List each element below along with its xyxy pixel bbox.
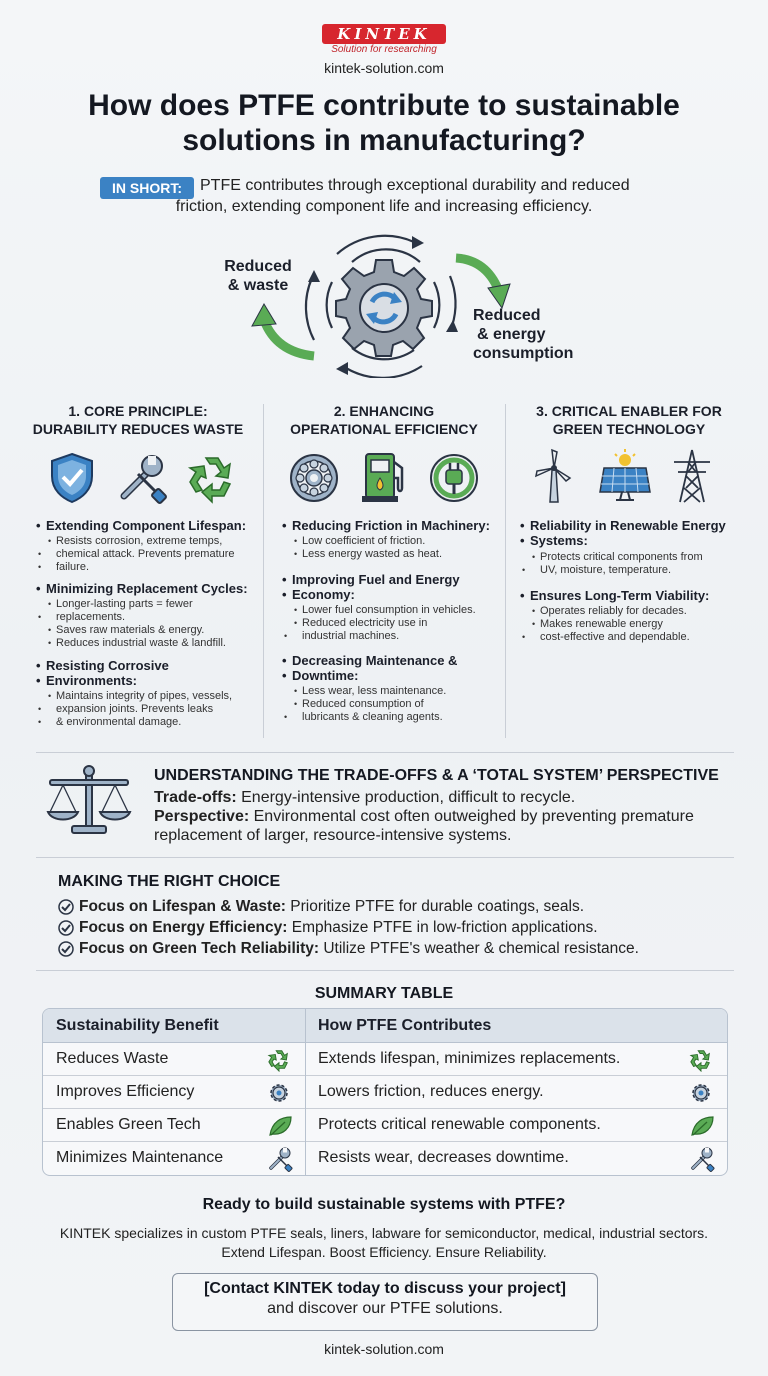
leaf-icon bbox=[267, 1114, 293, 1138]
in-short-badge: IN SHORT: bbox=[100, 177, 194, 199]
summary-table-title: SUMMARY TABLE bbox=[314, 985, 454, 1002]
recycle-icon bbox=[689, 1048, 713, 1072]
kintek-logo[interactable]: KINTEK bbox=[322, 24, 446, 44]
table-header-contribution: How PTFE Contributes bbox=[318, 1017, 492, 1034]
wrench-screwdriver-icon bbox=[267, 1146, 293, 1172]
gear-icon bbox=[267, 1081, 291, 1105]
site-url-top[interactable]: kintek-solution.com bbox=[324, 60, 444, 76]
section-divider bbox=[36, 970, 734, 971]
gear-icon bbox=[689, 1081, 713, 1105]
column-3-content: • Reliability in Renewable Energy • Systems: • Protects critical components from • UV, moisture, temperature. • Ensures Long-Term Viability: • Operates reliably for decades. • Makes renewable energy • cost-effective and dependable. bbox=[530, 518, 750, 644]
section-divider bbox=[36, 752, 734, 753]
column-1-title: 1. CORE PRINCIPLE: DURABILITY REDUCES WASTE bbox=[32, 403, 244, 437]
recycle-icon bbox=[267, 1048, 291, 1072]
power-tower-icon bbox=[670, 448, 714, 504]
tradeoffs-body: Trade-offs: Energy-intensive production, difficult to recycle. Perspective: Environmental cost often outweighed by preventing premature replacement of larger, resource-intensive systems. bbox=[154, 789, 694, 844]
choice-list bbox=[58, 896, 748, 959]
bullet-heading: • Ensures Long-Term Viability: bbox=[530, 588, 750, 603]
bullet-heading: • Reliability in Renewable Energy bbox=[530, 518, 750, 533]
table-row: Reduces Waste Extends lifespan, minimizes replacements. bbox=[43, 1043, 728, 1076]
check-circle-icon bbox=[58, 941, 74, 957]
electric-plug-icon bbox=[428, 452, 480, 504]
bullet-heading: • Reducing Friction in Machinery: bbox=[292, 518, 502, 533]
wind-turbine-icon bbox=[530, 448, 578, 504]
table-row: Improves Efficiency Lowers friction, reduces energy. bbox=[43, 1076, 728, 1109]
column-divider bbox=[505, 404, 506, 738]
column-2-content: • Reducing Friction in Machinery: • Low coefficient of friction. • Less energy wasted as heat. • Improving Fuel and Energy • Economy: • Lower fuel consumption in vehicles. • Reduced electricity use in • industrial machines. • Decreasing Maintenance & • Downtime: • Less wear, less maintenance. • Reduced consumption of • lubricants & cleaning agents. bbox=[292, 518, 502, 724]
check-circle-icon bbox=[58, 920, 74, 936]
wrench-screwdriver-icon bbox=[689, 1146, 715, 1172]
table-header bbox=[43, 1009, 728, 1043]
bullet-heading: • Extending Component Lifespan: bbox=[46, 518, 260, 533]
table-header-benefit: Sustainability Benefit bbox=[56, 1017, 219, 1034]
fuel-pump-icon bbox=[360, 450, 410, 504]
in-short-text-2: friction, extending component life and increasing efficiency. bbox=[175, 198, 593, 215]
choice-item: Focus on Lifespan & Waste: Prioritize PTFE for durable coatings, seals. bbox=[58, 896, 748, 917]
cta-description: KINTEK specializes in custom PTFE seals, liners, labware for semiconductor, medical, industrial sectors. Extend Lifespan. Boost Efficiency. Ensure Reliability. bbox=[59, 1225, 709, 1260]
summary-table bbox=[42, 1008, 728, 1176]
gear-icon bbox=[336, 260, 432, 356]
shield-check-icon bbox=[48, 452, 96, 504]
leaf-icon bbox=[689, 1114, 715, 1138]
bullet-heading: • Improving Fuel and Energy bbox=[292, 572, 502, 587]
recycle-icon bbox=[186, 452, 238, 504]
balance-scale-icon bbox=[44, 764, 134, 840]
page-title: How does PTFE contribute to sustainable solutions in manufacturing? bbox=[88, 89, 680, 157]
choice-item: Focus on Energy Efficiency: Emphasize PTFE in low-friction applications. bbox=[58, 917, 748, 938]
bullet-heading: • Minimizing Replacement Cycles: bbox=[46, 581, 260, 596]
bullet-heading: • Decreasing Maintenance & bbox=[292, 653, 502, 668]
choice-item: Focus on Green Tech Reliability: Utilize PTFE's weather & chemical resistance. bbox=[58, 938, 748, 959]
tradeoffs-title: UNDERSTANDING THE TRADE-OFFS & A ‘TOTAL SYSTEM’ PERSPECTIVE bbox=[154, 767, 719, 784]
column-3-title: 3. CRITICAL ENABLER FOR GREEN TECHNOLOGY bbox=[536, 403, 722, 437]
table-row: Minimizes Maintenance Resists wear, decreases downtime. bbox=[43, 1142, 728, 1175]
cycle-label-energy: Reduced & energy consumption bbox=[473, 307, 574, 362]
column-divider bbox=[263, 404, 264, 738]
cta-question: Ready to build sustainable systems with PTFE? bbox=[202, 1196, 566, 1213]
in-short-text-1: PTFE contributes through exceptional durability and reduced bbox=[200, 177, 630, 194]
table-column-divider bbox=[305, 1009, 306, 1176]
column-2-title: 2. ENHANCING OPERATIONAL EFFICIENCY bbox=[290, 403, 478, 437]
cycle-label-waste: Reduced & waste bbox=[224, 258, 292, 294]
section-divider bbox=[36, 857, 734, 858]
bearing-icon bbox=[288, 452, 340, 504]
bullet-heading: • Resisting Corrosive bbox=[46, 658, 260, 673]
table-row: Enables Green Tech Protects critical renewable components. bbox=[43, 1109, 728, 1142]
wrench-screwdriver-icon bbox=[116, 452, 168, 504]
column-1-content: • Extending Component Lifespan: • Resists corrosion, extreme temps, • chemical attack. Prevents premature • failure. • Minimizing Replacement Cycles: • Longer-lasting parts = fewer • replacements. • Saves raw materials & energy. • Reduces industrial waste & landfill. • Resisting Corrosive • Environments: • Maintains integrity of pipes, vessels, • expansion joints. Prevents leaks • & environmental damage. bbox=[46, 518, 260, 729]
site-url-bottom[interactable]: kintek-solution.com bbox=[324, 1341, 444, 1357]
logo-tagline: Solution for researching bbox=[331, 44, 437, 55]
check-circle-icon bbox=[58, 899, 74, 915]
contact-cta-button[interactable]: [Contact KINTEK today to discuss your project] and discover our PTFE solutions. bbox=[172, 1273, 598, 1331]
solar-panel-icon bbox=[598, 448, 652, 504]
choice-title: MAKING THE RIGHT CHOICE bbox=[58, 873, 281, 890]
